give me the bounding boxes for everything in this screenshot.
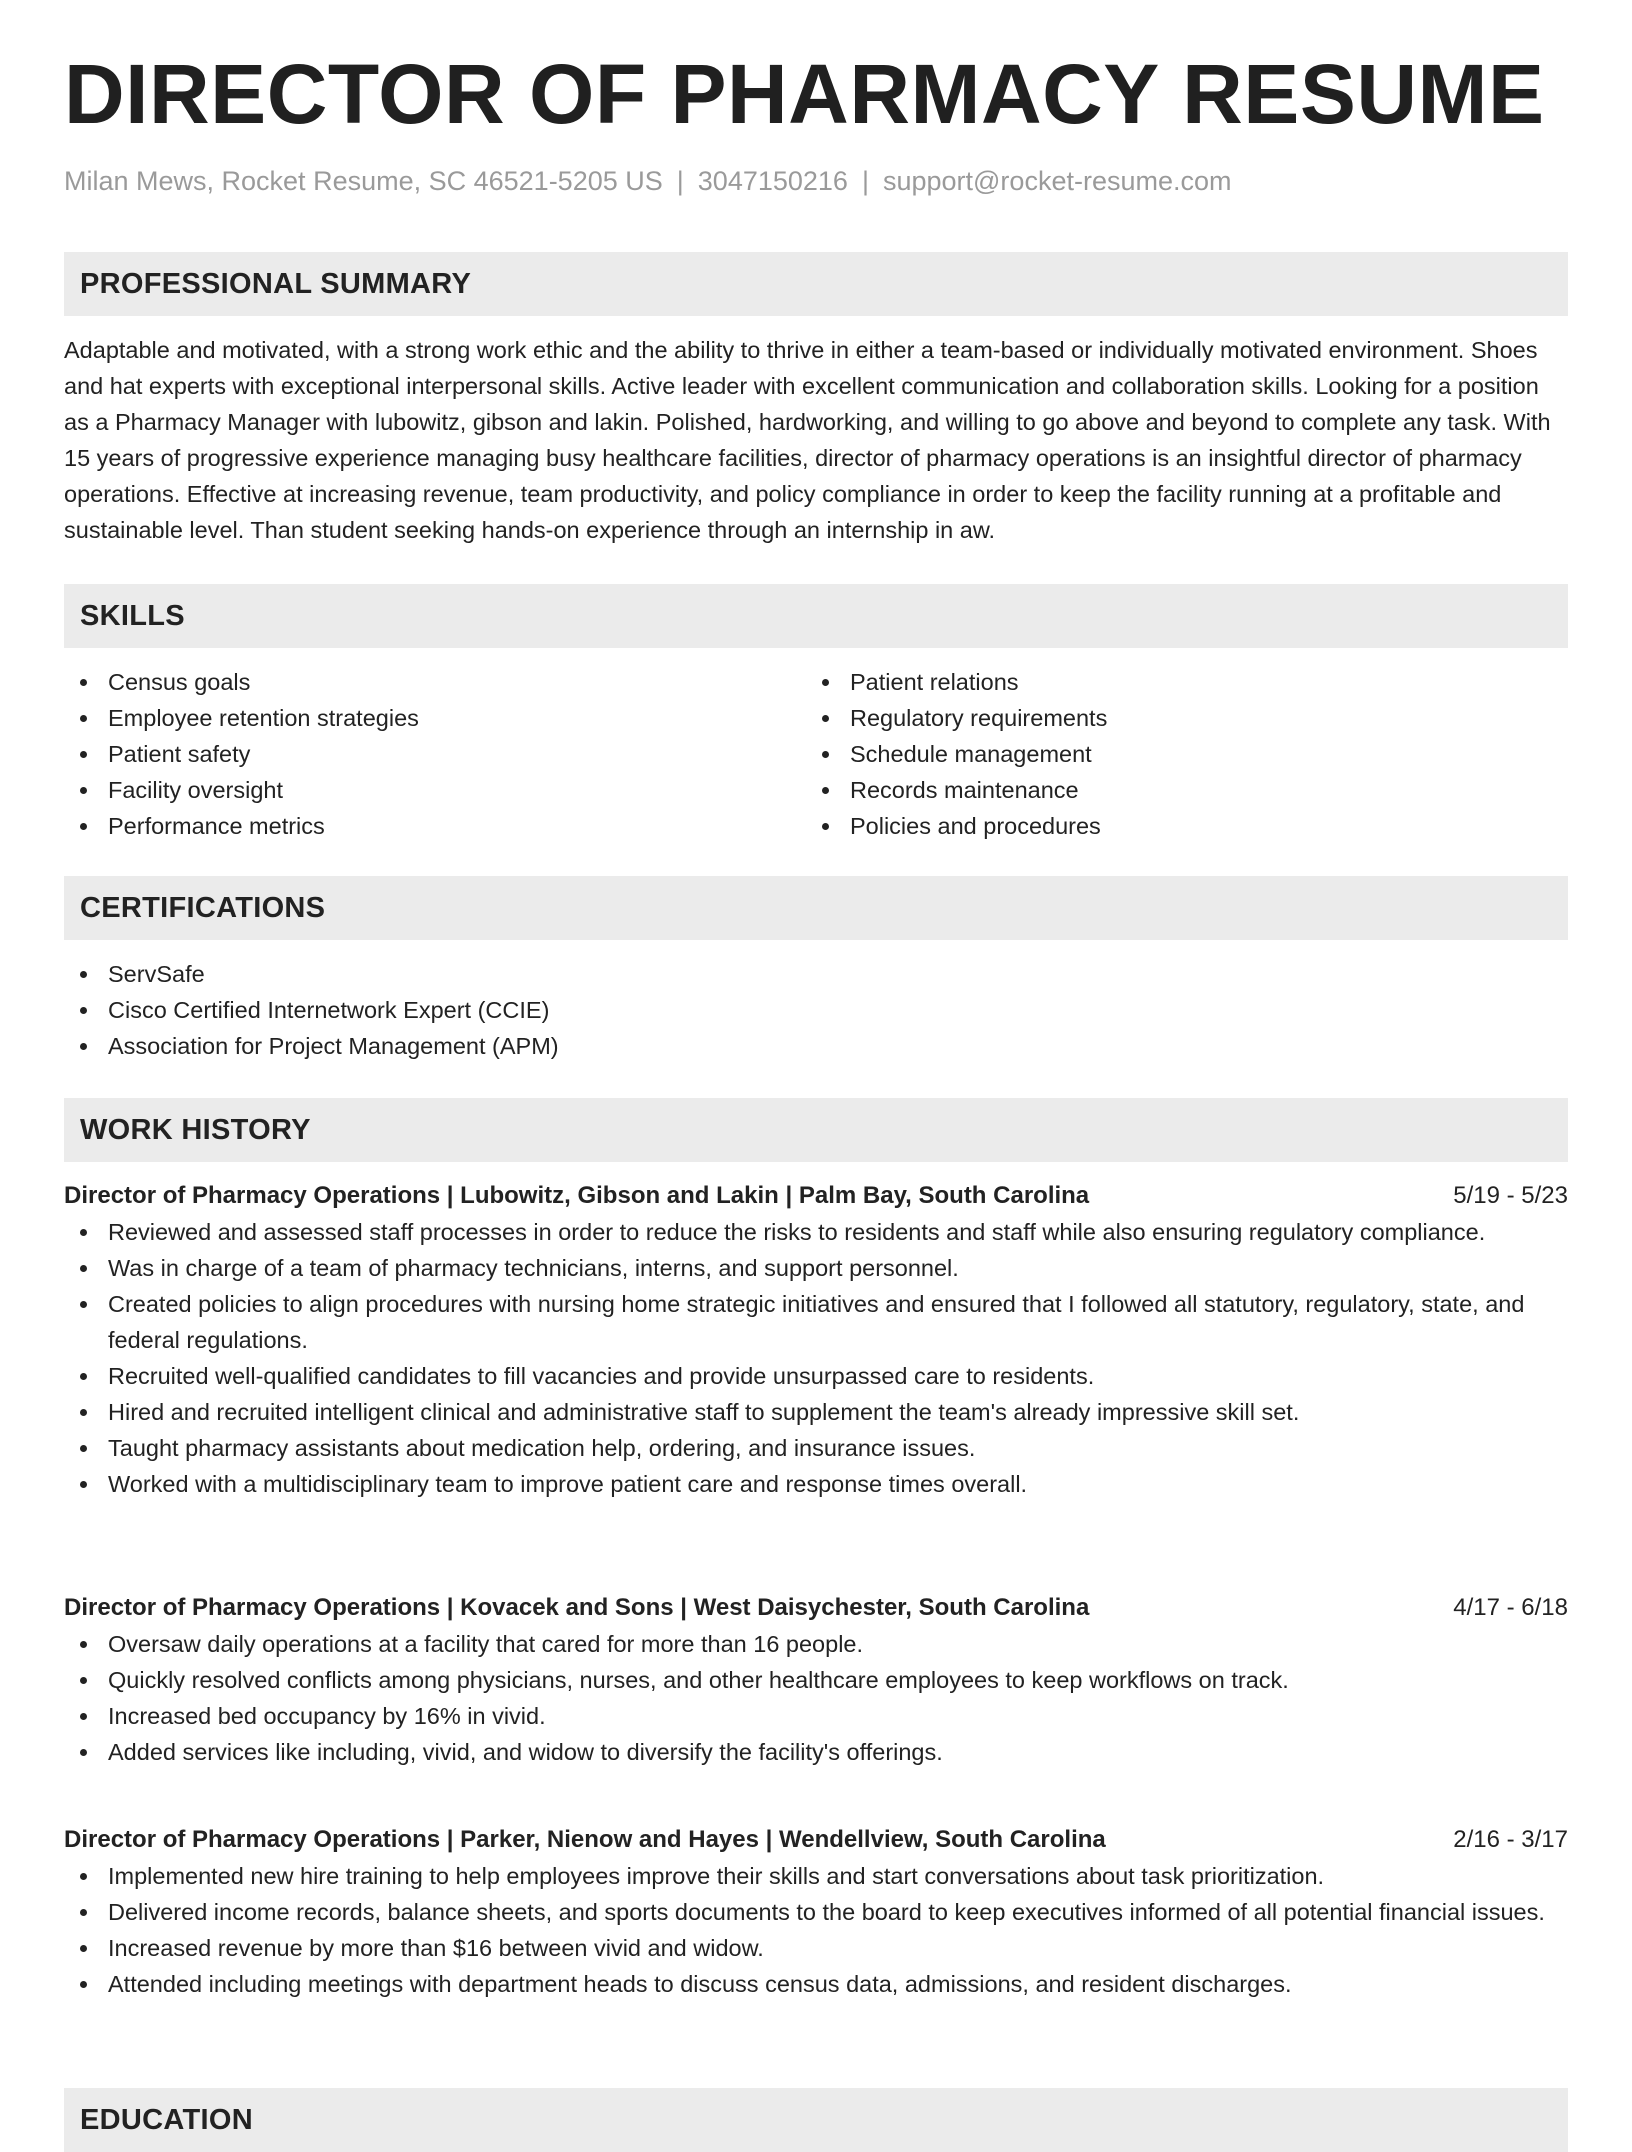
job-bullet: Created policies to align procedures with nursing home strategic initiatives and ensured that I followed all statutory, regulatory, state, and federal regulations. [64,1286,1568,1358]
job-bullet: Increased revenue by more than $16 between vivid and widow. [64,1930,1568,1966]
job-dates: 5/19 - 5/23 [1453,1182,1568,1209]
certifications-heading: CERTIFICATIONS [64,876,1568,940]
job-header [64,1822,1568,1858]
work-history-section [64,1098,1568,1162]
certifications-list [64,956,1568,1064]
job-bullet: Reviewed and assessed staff processes in order to reduce the risks to residents and staff while also ensuring regulatory compliance. [64,1214,1568,1250]
skill-item: Performance metrics [64,808,806,844]
job-bullet: Oversaw daily operations at a facility that cared for more than 16 people. [64,1626,1568,1662]
job-bullet: Hired and recruited intelligent clinical and administrative staff to supplement the team's already impressive skill set. [64,1394,1568,1430]
contact-phone: 3047150216 [697,166,848,196]
job-bullet: Recruited well-qualified candidates to fill vacancies and provide unsurpassed care to residents. [64,1358,1568,1394]
job-bullet-list [64,1626,1568,1770]
contact-separator: | [861,166,869,196]
skills-section [64,584,1568,844]
job-bullet: Delivered income records, balance sheets, and sports documents to the board to keep executives informed of all potential financial issues. [64,1894,1568,1930]
skill-item: Records maintenance [806,772,1548,808]
job-bullet-list [64,1858,1568,2002]
education-heading: EDUCATION [64,2088,1568,2152]
certification-item: Association for Project Management (APM) [64,1028,1568,1064]
job-bullet: Implemented new hire training to help employees improve their skills and start conversations about task prioritization. [64,1858,1568,1894]
skill-item: Patient safety [64,736,806,772]
job-bullet: Quickly resolved conflicts among physicians, nurses, and other healthcare employees to keep workflows on track. [64,1662,1568,1698]
summary-heading: PROFESSIONAL SUMMARY [64,252,1568,316]
job-entry [64,1822,1568,2002]
job-bullet: Was in charge of a team of pharmacy technicians, interns, and support personnel. [64,1250,1568,1286]
job-dates: 2/16 - 3/17 [1453,1826,1568,1853]
job-title: Director of Pharmacy Operations | Kovacek and Sons | West Daisychester, South Carolina [64,1594,1090,1621]
resume-title: DIRECTOR OF PHARMACY RESUME [64,47,1545,141]
summary-section [64,252,1568,548]
summary-text: Adaptable and motivated, with a strong work ethic and the ability to thrive in either a team-based or individually motivated environment. Shoes and hat experts with exceptional interpersonal skills. Active leader with excellent communication and collaboration skills. Looking for a position as a Pharmacy Manager with lubowitz, gibson and lakin. Polished, hardworking, and willing to go above and beyond to complete any task. With 15 years of progressive experience managing busy healthcare facilities, director of pharmacy operations is an insightful director of pharmacy operations. Effective at increasing revenue, team productivity, and policy compliance in order to keep the facility running at a profitable and sustainable level. Than student seeking hands-on experience through an internship in aw. [64,337,1551,543]
skill-item: Policies and procedures [806,808,1548,844]
resume-page [64,47,1568,2136]
job-entry [64,1178,1568,1502]
skill-item: Facility oversight [64,772,806,808]
skills-grid [64,664,1568,844]
skills-list-right [806,664,1548,844]
job-dates: 4/17 - 6/18 [1453,1594,1568,1621]
job-bullet: Worked with a multidisciplinary team to improve patient care and response times overall. [64,1466,1568,1502]
contact-line [64,166,1568,197]
job-bullet: Attended including meetings with department heads to discuss census data, admissions, and resident discharges. [64,1966,1568,2002]
contact-email: support@rocket-resume.com [882,166,1232,196]
job-title: Director of Pharmacy Operations | Lubowitz, Gibson and Lakin | Palm Bay, South Carolina [64,1182,1090,1209]
skill-item: Patient relations [806,664,1548,700]
job-entry [64,1590,1568,1770]
job-bullet: Increased bed occupancy by 16% in vivid. [64,1698,1568,1734]
skill-item: Schedule management [806,736,1548,772]
job-bullet-list [64,1214,1568,1502]
education-section [64,2088,1568,2152]
job-header [64,1590,1568,1626]
job-header [64,1178,1568,1214]
certification-item: ServSafe [64,956,1568,992]
contact-separator: | [676,166,684,196]
job-bullet: Added services like including, vivid, and widow to diversify the facility's offerings. [64,1734,1568,1770]
certification-item: Cisco Certified Internetwork Expert (CCIE) [64,992,1568,1028]
work-history-heading: WORK HISTORY [64,1098,1568,1162]
skill-item: Regulatory requirements [806,700,1548,736]
skills-list-left [64,664,806,844]
skill-item: Employee retention strategies [64,700,806,736]
skills-heading: SKILLS [64,584,1568,648]
skill-item: Census goals [64,664,806,700]
contact-address: Milan Mews, Rocket Resume, SC 46521-5205 US [64,166,663,196]
job-title: Director of Pharmacy Operations | Parker, Nienow and Hayes | Wendellview, South Carolina [64,1826,1106,1853]
certifications-section [64,876,1568,1064]
job-bullet: Taught pharmacy assistants about medication help, ordering, and insurance issues. [64,1430,1568,1466]
